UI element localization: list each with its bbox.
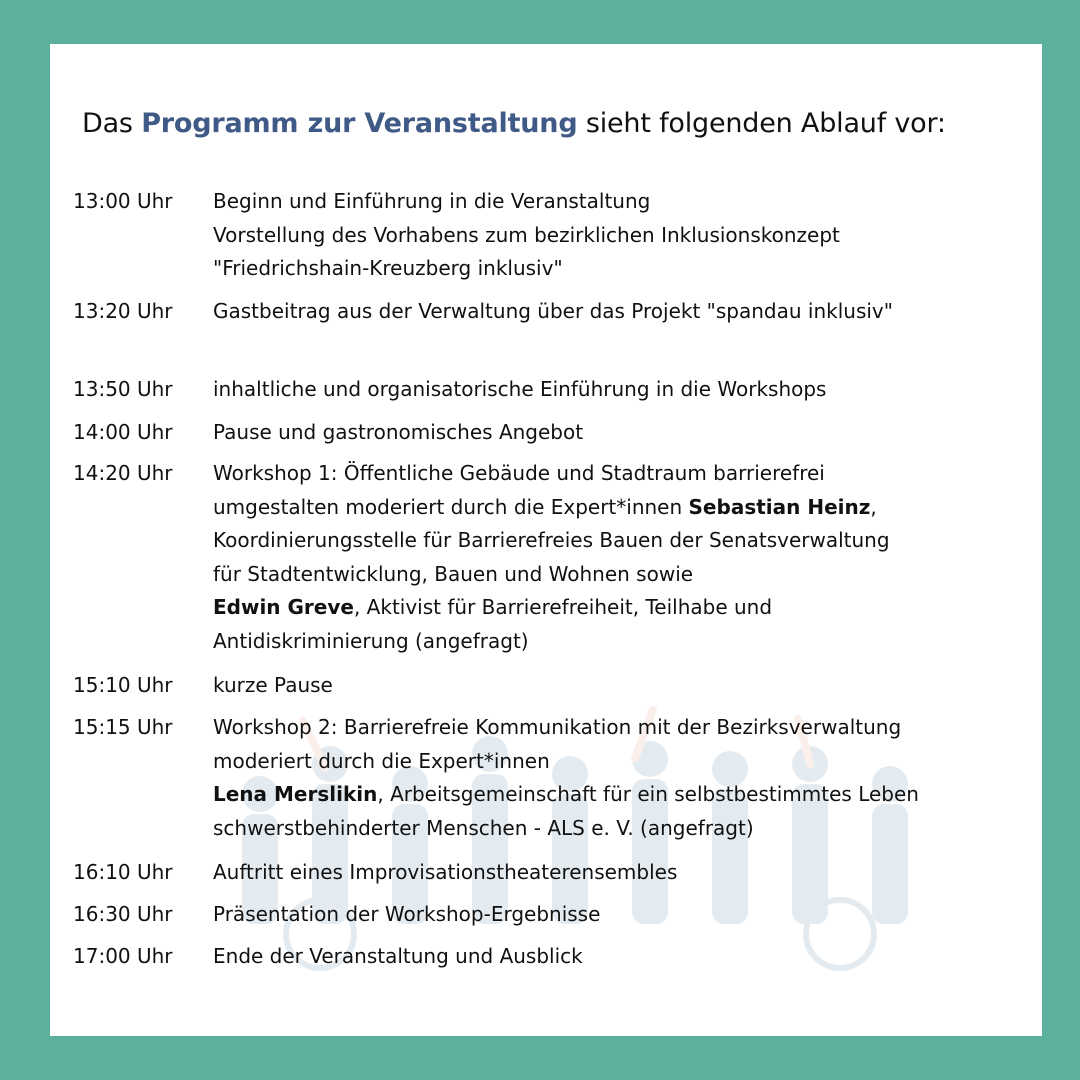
schedule-description: inhaltliche und organisatorische Einführung in die Workshops [213, 377, 827, 401]
schedule-description: Workshop 2: Barrierefreie Kommunikation mit der Bezirksverwaltung moderiert durch die Expert*innen Lena Merslikin, Arbeitsgemeinschaft für ein selbstbestimmtes Leben schwerstbehinderter Menschen - ALS e. V. (angefragt) [213, 715, 919, 840]
schedule-time: 17:00 Uhr [73, 944, 173, 968]
title-highlight: Programm zur Veranstaltung [141, 108, 578, 139]
schedule-time: 13:50 Uhr [73, 377, 173, 401]
expert-name: Edwin Greve [213, 595, 354, 619]
schedule-description: Ende der Veranstaltung und Ausblick [213, 944, 583, 968]
page-title: Das Programm zur Veranstaltung sieht folgenden Ablauf vor: [82, 108, 946, 139]
schedule-description: Workshop 1: Öffentliche Gebäude und Stadtraum barrierefrei umgestalten moderiert durch die Expert*innen Sebastian Heinz, Koordinierungsstelle für Barrierefreies Bauen der Senatsverwaltung für Stadtentwicklung, Bauen und Wohnen sowie Edwin Greve, Aktivist für Barrierefreiheit, Teilhabe und Antidiskriminierung (angefragt) [213, 461, 890, 653]
expert-name: Sebastian Heinz [688, 494, 871, 519]
schedule-description: kurze Pause [213, 673, 333, 697]
schedule-description: Auftritt eines Improvisationstheaterensembles [213, 860, 678, 884]
schedule-description: Präsentation der Workshop-Ergebnisse [213, 902, 601, 926]
schedule-description: Pause und gastronomisches Angebot [213, 420, 584, 444]
schedule-time: 14:20 Uhr [73, 461, 173, 485]
schedule-time: 15:15 Uhr [73, 715, 173, 739]
content-card [50, 44, 1042, 1036]
schedule-time: 13:20 Uhr [73, 299, 173, 323]
schedule-time: 16:30 Uhr [73, 902, 173, 926]
schedule-description: Beginn und Einführung in die Veranstaltung Vorstellung des Vorhabens zum bezirklichen Inklusionskonzept "Friedrichshain-Kreuzberg inklusiv" [213, 189, 840, 280]
schedule-time: 15:10 Uhr [73, 673, 173, 697]
schedule-time: 13:00 Uhr [73, 189, 173, 213]
schedule-time: 16:10 Uhr [73, 860, 173, 884]
expert-name: Lena Merslikin [213, 782, 378, 806]
schedule-description: Gastbeitrag aus der Verwaltung über das Projekt "spandau inklusiv" [213, 299, 893, 323]
schedule-time: 14:00 Uhr [73, 420, 173, 444]
